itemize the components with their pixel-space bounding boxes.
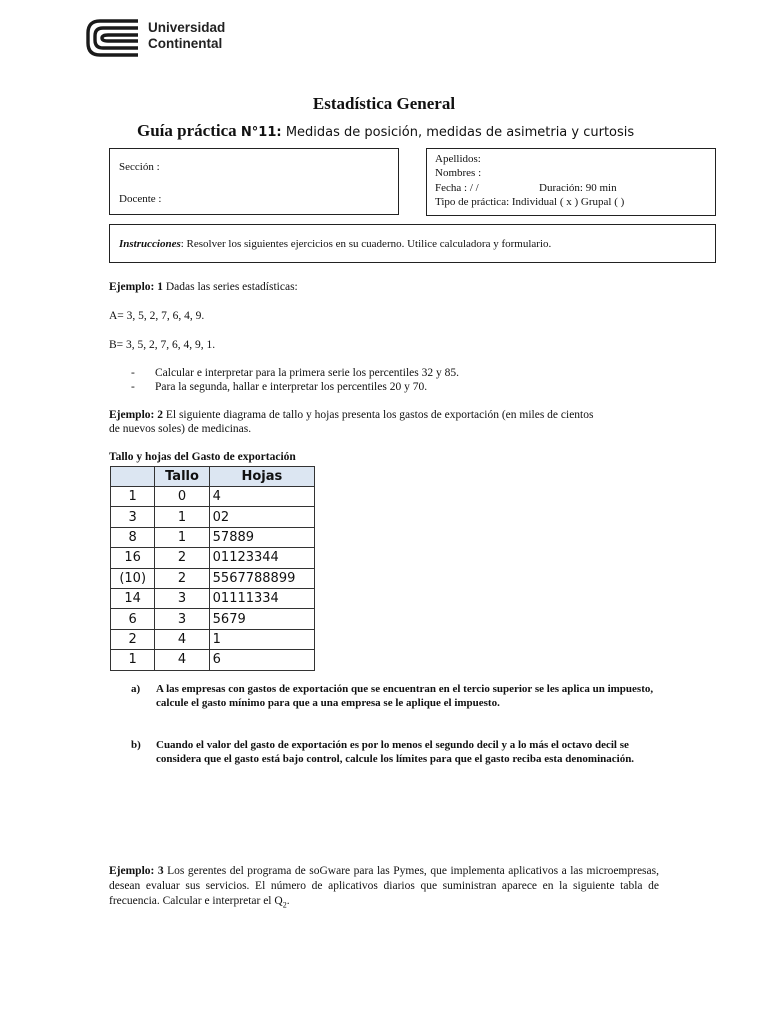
ejemplo3-text: Los gerentes del programa de soGware para las Pymes, que implementa aplicativos a las microempresas, desean evaluar sus servicios. El número de aplicativos diarios que suministran aparece en la siguiente tabla de frecuencia. Calcular e interpretar el Q (109, 865, 659, 907)
cell-tallo: 0 (155, 487, 209, 507)
cell-hojas: 1 (209, 629, 314, 649)
ejemplo2-intro-1 (109, 408, 593, 423)
cell-freq: 3 (111, 507, 155, 527)
cell-freq: 6 (111, 609, 155, 629)
serie-b: B= 3, 5, 2, 7, 6, 4, 9, 1. (109, 339, 216, 351)
ejemplo2-text-1: El siguiente diagrama de tallo y hojas presenta los gastos de exportación (en miles de cientos (162, 409, 594, 421)
cell-freq: 14 (111, 588, 155, 608)
cell-hojas: 5567788899 (209, 568, 314, 588)
question-b: Cuando el valor del gasto de exportación es por lo menos el segundo decil y a lo más el octavo decil se considera que el gasto está bajo control, calcule los límites para que el gasto reciba esta denominación. (156, 739, 635, 765)
cell-hojas: 02 (209, 507, 314, 527)
cell-freq: 1 (111, 650, 155, 670)
cell-hojas: 01123344 (209, 548, 314, 568)
instructions-label: Instrucciones (119, 238, 181, 250)
question-a-marker: a) (131, 683, 141, 695)
table-row (111, 487, 315, 507)
cell-freq: 16 (111, 548, 155, 568)
cell-hojas: 5679 (209, 609, 314, 629)
nombres-field: Nombres : (435, 167, 482, 179)
docente-field: Docente : (119, 193, 162, 205)
cell-tallo: 1 (155, 507, 209, 527)
cell-freq: 1 (111, 487, 155, 507)
ejemplo2-label: Ejemplo: 2 (109, 409, 163, 421)
cell-hojas: 57889 (209, 527, 314, 547)
bullet-dash-1: - (131, 367, 135, 379)
table-row (111, 507, 315, 527)
page-subtitle (137, 121, 634, 141)
cell-tallo: 2 (155, 568, 209, 588)
cell-tallo: 3 (155, 588, 209, 608)
fecha-field: Fecha : / / (435, 182, 479, 194)
cell-tallo: 4 (155, 629, 209, 649)
question-a: A las empresas con gastos de exportación que se encuentran en el tercio superior se les aplica un impuesto, calcule el gasto mínimo para que a una empresa se le aplique el impuesto. (156, 683, 654, 709)
cell-tallo: 1 (155, 527, 209, 547)
ejemplo3-end: . (286, 895, 290, 907)
ejemplo1-label: Ejemplo: 1 (109, 281, 163, 293)
tipo-practica-field: Tipo de práctica: Individual ( x ) Grupal ( ) (435, 196, 625, 208)
subtitle-number: N°11: (240, 125, 282, 140)
page-title: Estadística General (312, 94, 456, 113)
cell-hojas: 4 (209, 487, 314, 507)
table-row (111, 629, 315, 649)
cell-hojas: 6 (209, 650, 314, 670)
table-header-row (111, 467, 315, 487)
stem-leaf-table (110, 466, 315, 671)
ejemplo3-label: Ejemplo: 3 (109, 865, 164, 877)
header-tallo: Tallo (155, 467, 209, 487)
cell-freq: 8 (111, 527, 155, 547)
cell-tallo: 3 (155, 609, 209, 629)
ejemplo1-text: Dadas las series estadísticas: (162, 281, 298, 293)
logo-line-1: Universidad (148, 20, 226, 35)
serie-a: A= 3, 5, 2, 7, 6, 4, 9. (109, 310, 205, 322)
subtitle-bold: Guía práctica (137, 121, 237, 140)
seccion-field: Sección : (119, 161, 160, 173)
ejemplo3-paragraph (109, 864, 659, 912)
cell-freq: 2 (111, 629, 155, 649)
table-row (111, 588, 315, 608)
question-b-marker: b) (131, 739, 141, 751)
ejemplo1-bullet-1: Calcular e interpretar para la primera serie los percentiles 32 y 85. (155, 367, 459, 379)
header-freq (111, 467, 155, 487)
apellidos-field: Apellidos: (435, 153, 481, 165)
duracion-field: Duración: 90 min (539, 182, 617, 194)
table-row (111, 527, 315, 547)
table-row (111, 609, 315, 629)
table-caption: Tallo y hojas del Gasto de exportación (109, 451, 296, 463)
table-row (111, 548, 315, 568)
cell-hojas: 01111334 (209, 588, 314, 608)
ejemplo1-intro (109, 280, 298, 295)
cell-freq: (10) (111, 568, 155, 588)
ejemplo3-subscript: 2 (282, 900, 287, 910)
instructions-text (119, 237, 551, 251)
subtitle-topic: Medidas de posición, medidas de asimetria y curtosis (285, 125, 635, 140)
table-row (111, 650, 315, 670)
cell-tallo: 2 (155, 548, 209, 568)
header-hojas: Hojas (209, 467, 314, 487)
instructions-body: : Resolver los siguientes ejercicios en su cuaderno. Utilice calculadora y formulario. (180, 238, 552, 250)
logo-wordmark (148, 20, 225, 52)
bullet-dash-2: - (131, 381, 135, 393)
logo-line-2: Continental (148, 36, 223, 51)
table-row (111, 568, 315, 588)
ejemplo1-bullet-2: Para la segunda, hallar e interpretar los percentiles 20 y 70. (155, 381, 428, 393)
cell-tallo: 4 (155, 650, 209, 670)
ejemplo2-intro-2: de nuevos soles) de medicinas. (109, 423, 252, 435)
